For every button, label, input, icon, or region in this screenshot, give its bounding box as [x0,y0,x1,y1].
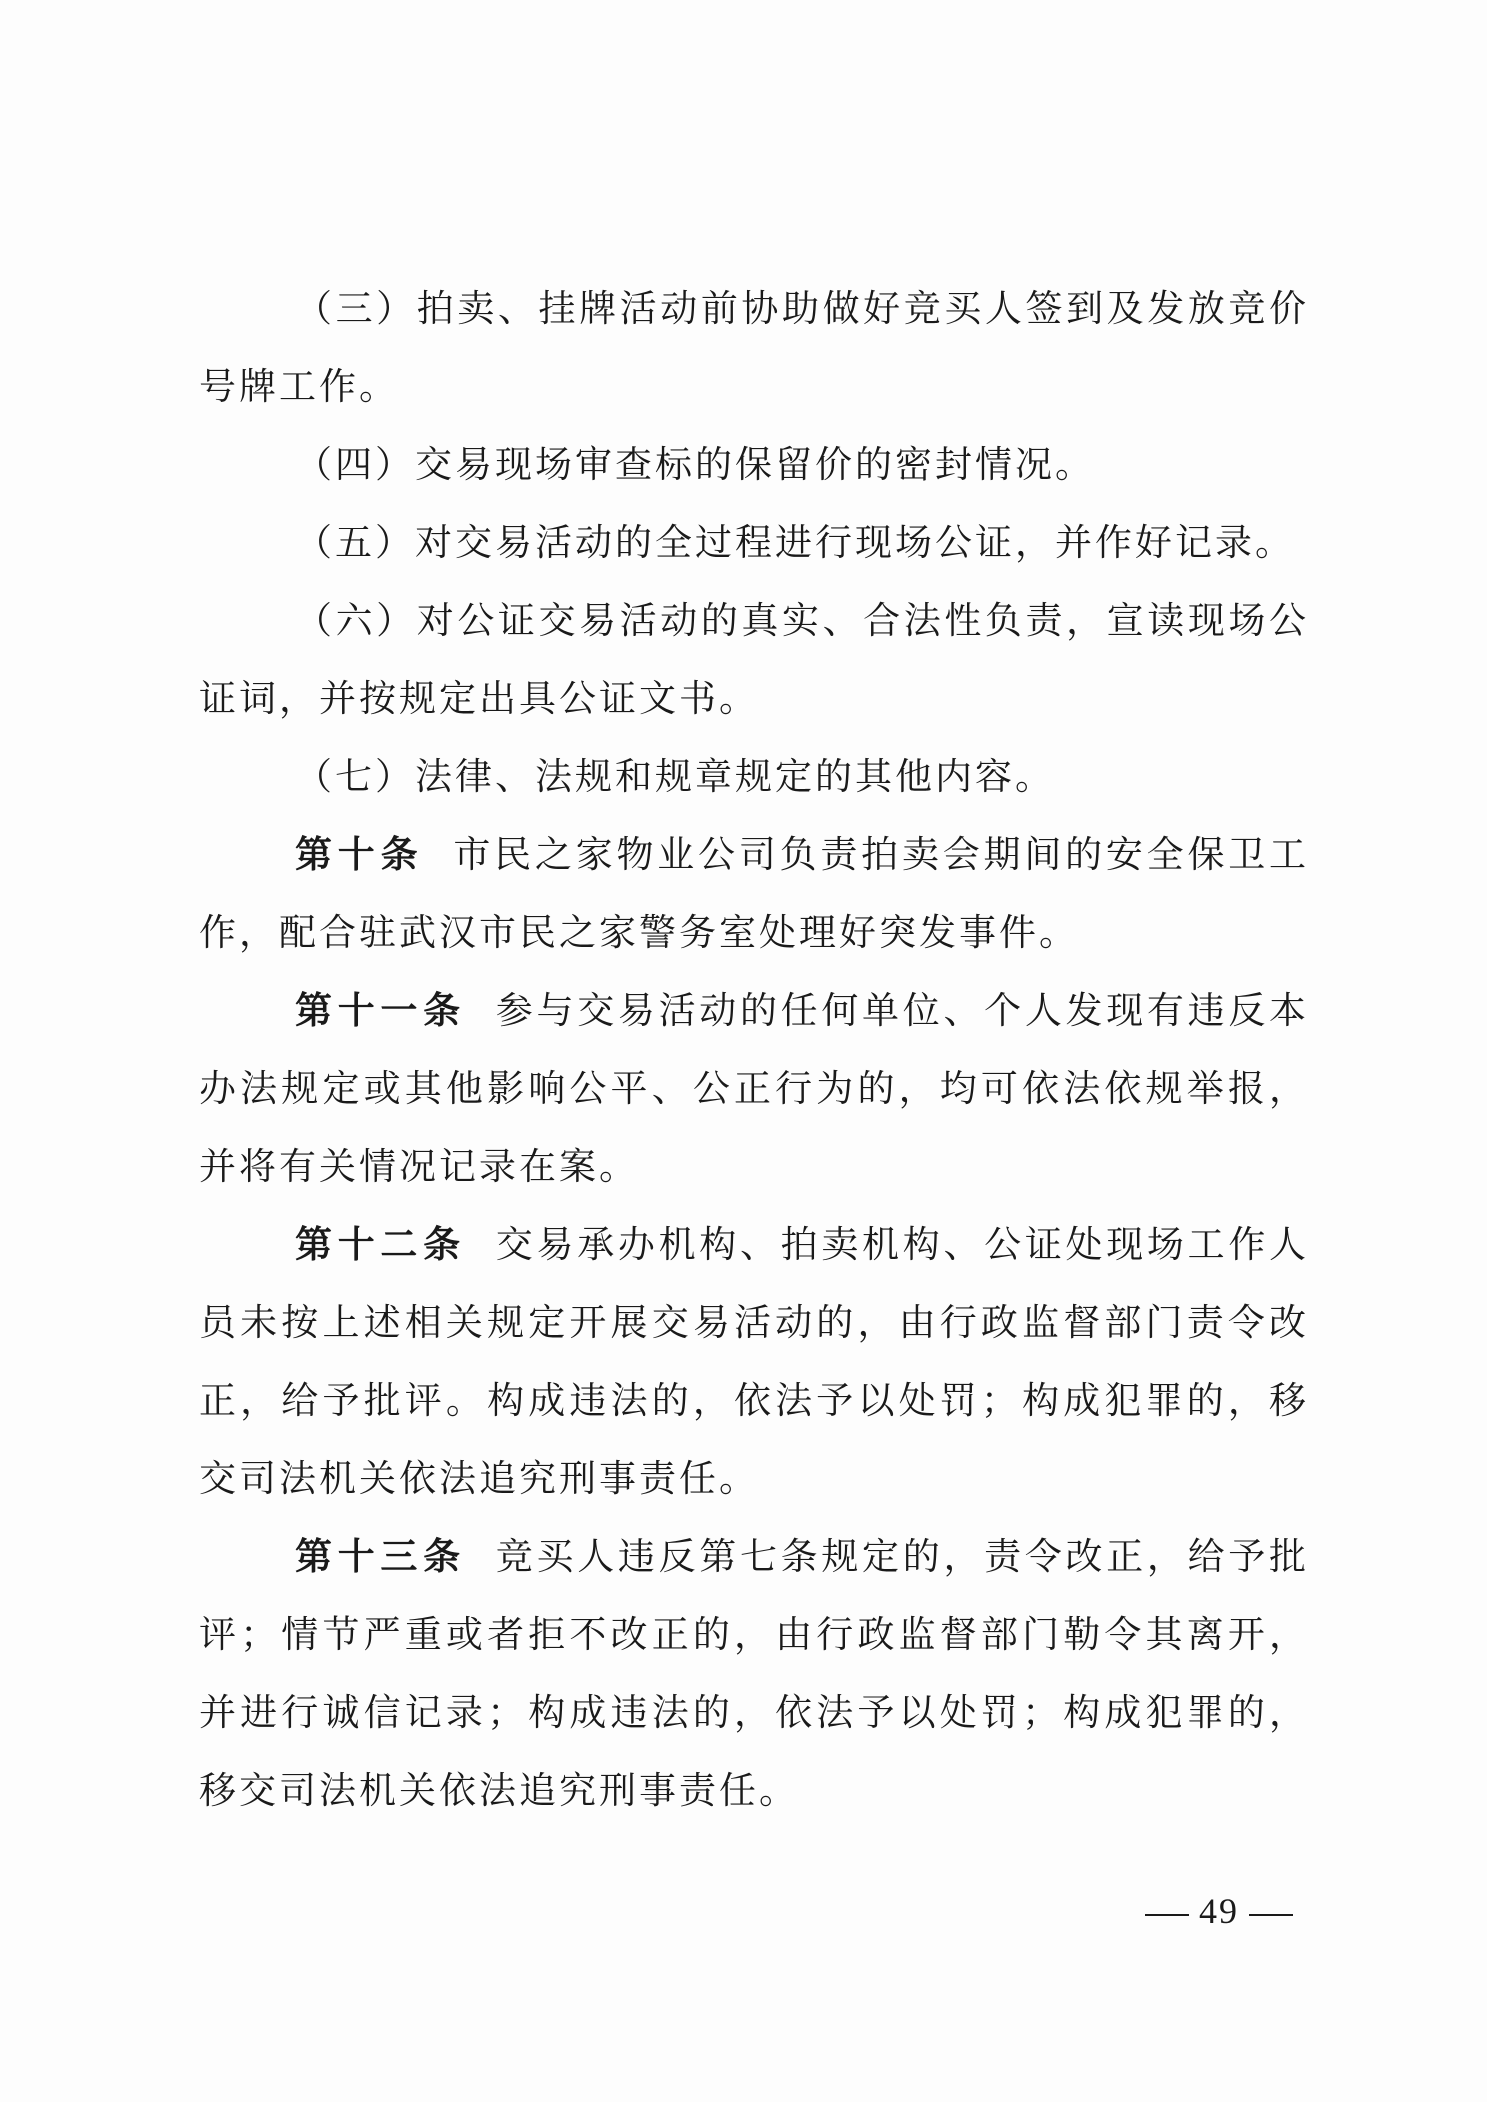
article-heading: 第十条 [295,833,424,876]
paragraph-text: （六）对公证交易活动的真实、合法性负责，宣读现场公证词，并按规定出具公证文书。 [199,599,1309,720]
paragraph-item-7 [199,738,1309,816]
article-text: 市民之家物业公司负责拍卖会期间的安全保卫工作，配合驻武汉市民之家警务室处理好突发事件。 [199,833,1310,954]
paragraph-text: （四）交易现场审查标的保留价的密封情况。 [295,443,1095,486]
article-text: 参与交易活动的任何单位、个人发现有违反本办法规定或其他影响公平、公正行为的，均可依法依规举报，并将有关情况记录在案。 [199,989,1310,1188]
paragraph-item-6 [199,582,1309,738]
article-text: 交易承办机构、拍卖机构、公证处现场工作人员未按上述相关规定开展交易活动的，由行政监督部门责令改正，给予批评。构成违法的，依法予以处罚；构成犯罪的，移交司法机关依法追究刑事责任。 [199,1223,1310,1500]
paragraph-text: （三）拍卖、挂牌活动前协助做好竞买人签到及发放竞价号牌工作。 [199,287,1309,408]
article-10 [199,816,1309,972]
article-heading: 第十二条 [295,1223,466,1266]
page-number-dash-right [1249,1914,1293,1916]
page-number [1135,1890,1303,1932]
paragraph-item-3 [199,270,1309,426]
article-heading: 第十三条 [295,1535,466,1578]
article-12 [199,1206,1309,1518]
article-13 [199,1518,1309,1830]
page-number-value: 49 [1199,1891,1239,1931]
paragraph-text: （五）对交易活动的全过程进行现场公证，并作好记录。 [295,521,1295,564]
paragraph-text: （七）法律、法规和规章规定的其他内容。 [295,755,1055,798]
paragraph-item-5 [199,504,1309,582]
document-body [199,270,1309,1830]
page-number-dash-left [1145,1914,1189,1916]
article-text: 竞买人违反第七条规定的，责令改正，给予批评；情节严重或者拒不改正的，由行政监督部门勒令其离开，并进行诚信记录；构成违法的，依法予以处罚；构成犯罪的，移交司法机关依法追究刑事责任。 [199,1535,1310,1812]
article-11 [199,972,1309,1206]
paragraph-item-4 [199,426,1309,504]
article-heading: 第十一条 [295,989,466,1032]
